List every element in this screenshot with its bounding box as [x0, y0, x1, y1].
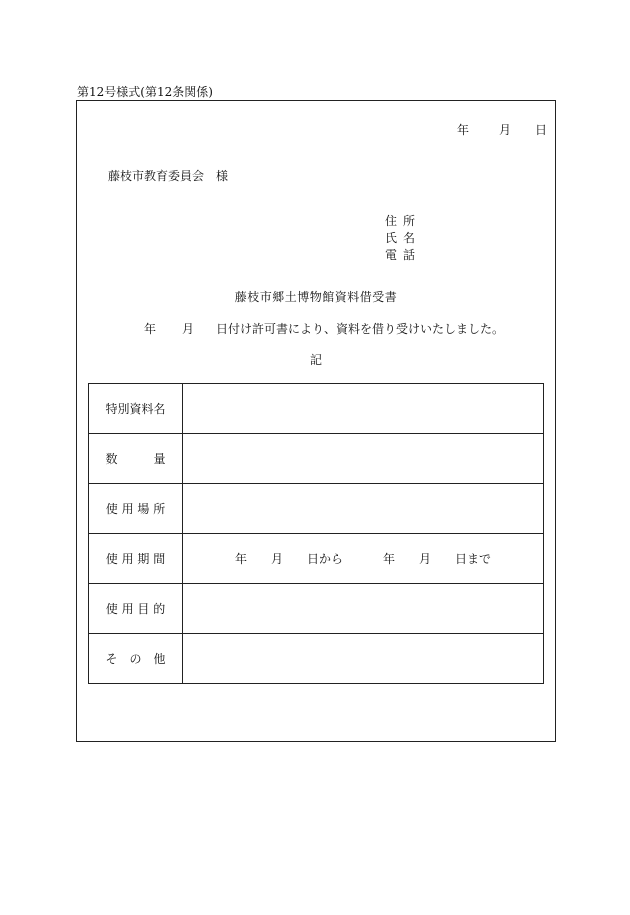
- applicant-block: [385, 213, 421, 264]
- period-month-1: 月: [270, 552, 283, 566]
- table-row: [89, 634, 544, 684]
- row-label-purpose: 使 用 目 的: [89, 584, 183, 634]
- body-sentence: 日付け許可書により、資料を借り受けいたしました。: [216, 322, 505, 336]
- form-number: 第12号様式(第12条関係): [77, 85, 213, 99]
- date-line: [457, 121, 547, 138]
- addressee-name: 藤枝市教育委員会: [108, 169, 205, 183]
- row-value-special-material: [183, 384, 544, 434]
- row-label-quantity: 数 量: [89, 434, 183, 484]
- row-value-place: [183, 484, 544, 534]
- document-title: 藤枝市郷土博物館資料借受書: [234, 290, 398, 304]
- applicant-phone-label: 電 話: [385, 248, 416, 262]
- applicant-name-label: 氏 名: [385, 231, 416, 245]
- items-table: [88, 383, 544, 684]
- period-from: 日から: [306, 552, 343, 566]
- table-row: [89, 534, 544, 584]
- row-label-period: 使 用 期 間: [89, 534, 183, 584]
- addressee: [108, 167, 228, 184]
- body-year: 年: [144, 322, 157, 336]
- body-text: [144, 320, 504, 337]
- period-year-1: 年: [234, 552, 247, 566]
- table-row: [89, 484, 544, 534]
- applicant-address-label: 住 所: [385, 214, 416, 228]
- row-label-other: そ の 他: [89, 634, 183, 684]
- table-row: [89, 584, 544, 634]
- period-until: 日まで: [455, 552, 492, 566]
- row-label-special-material: 特別資料名: [89, 384, 183, 434]
- body-month: 月: [182, 322, 195, 336]
- date-day: 日: [534, 123, 547, 137]
- row-value-other: [183, 634, 544, 684]
- table-row: [89, 384, 544, 434]
- form-frame: [76, 100, 556, 742]
- date-month: 月: [498, 123, 511, 137]
- addressee-honorific: 様: [216, 169, 229, 183]
- row-value-period: [183, 534, 544, 584]
- ki-heading: 記: [309, 353, 322, 367]
- period-month-2: 月: [419, 552, 432, 566]
- table-row: [89, 434, 544, 484]
- row-value-purpose: [183, 584, 544, 634]
- period-year-2: 年: [383, 552, 396, 566]
- row-value-quantity: [183, 434, 544, 484]
- date-year: 年: [456, 123, 469, 137]
- row-label-place: 使 用 場 所: [89, 484, 183, 534]
